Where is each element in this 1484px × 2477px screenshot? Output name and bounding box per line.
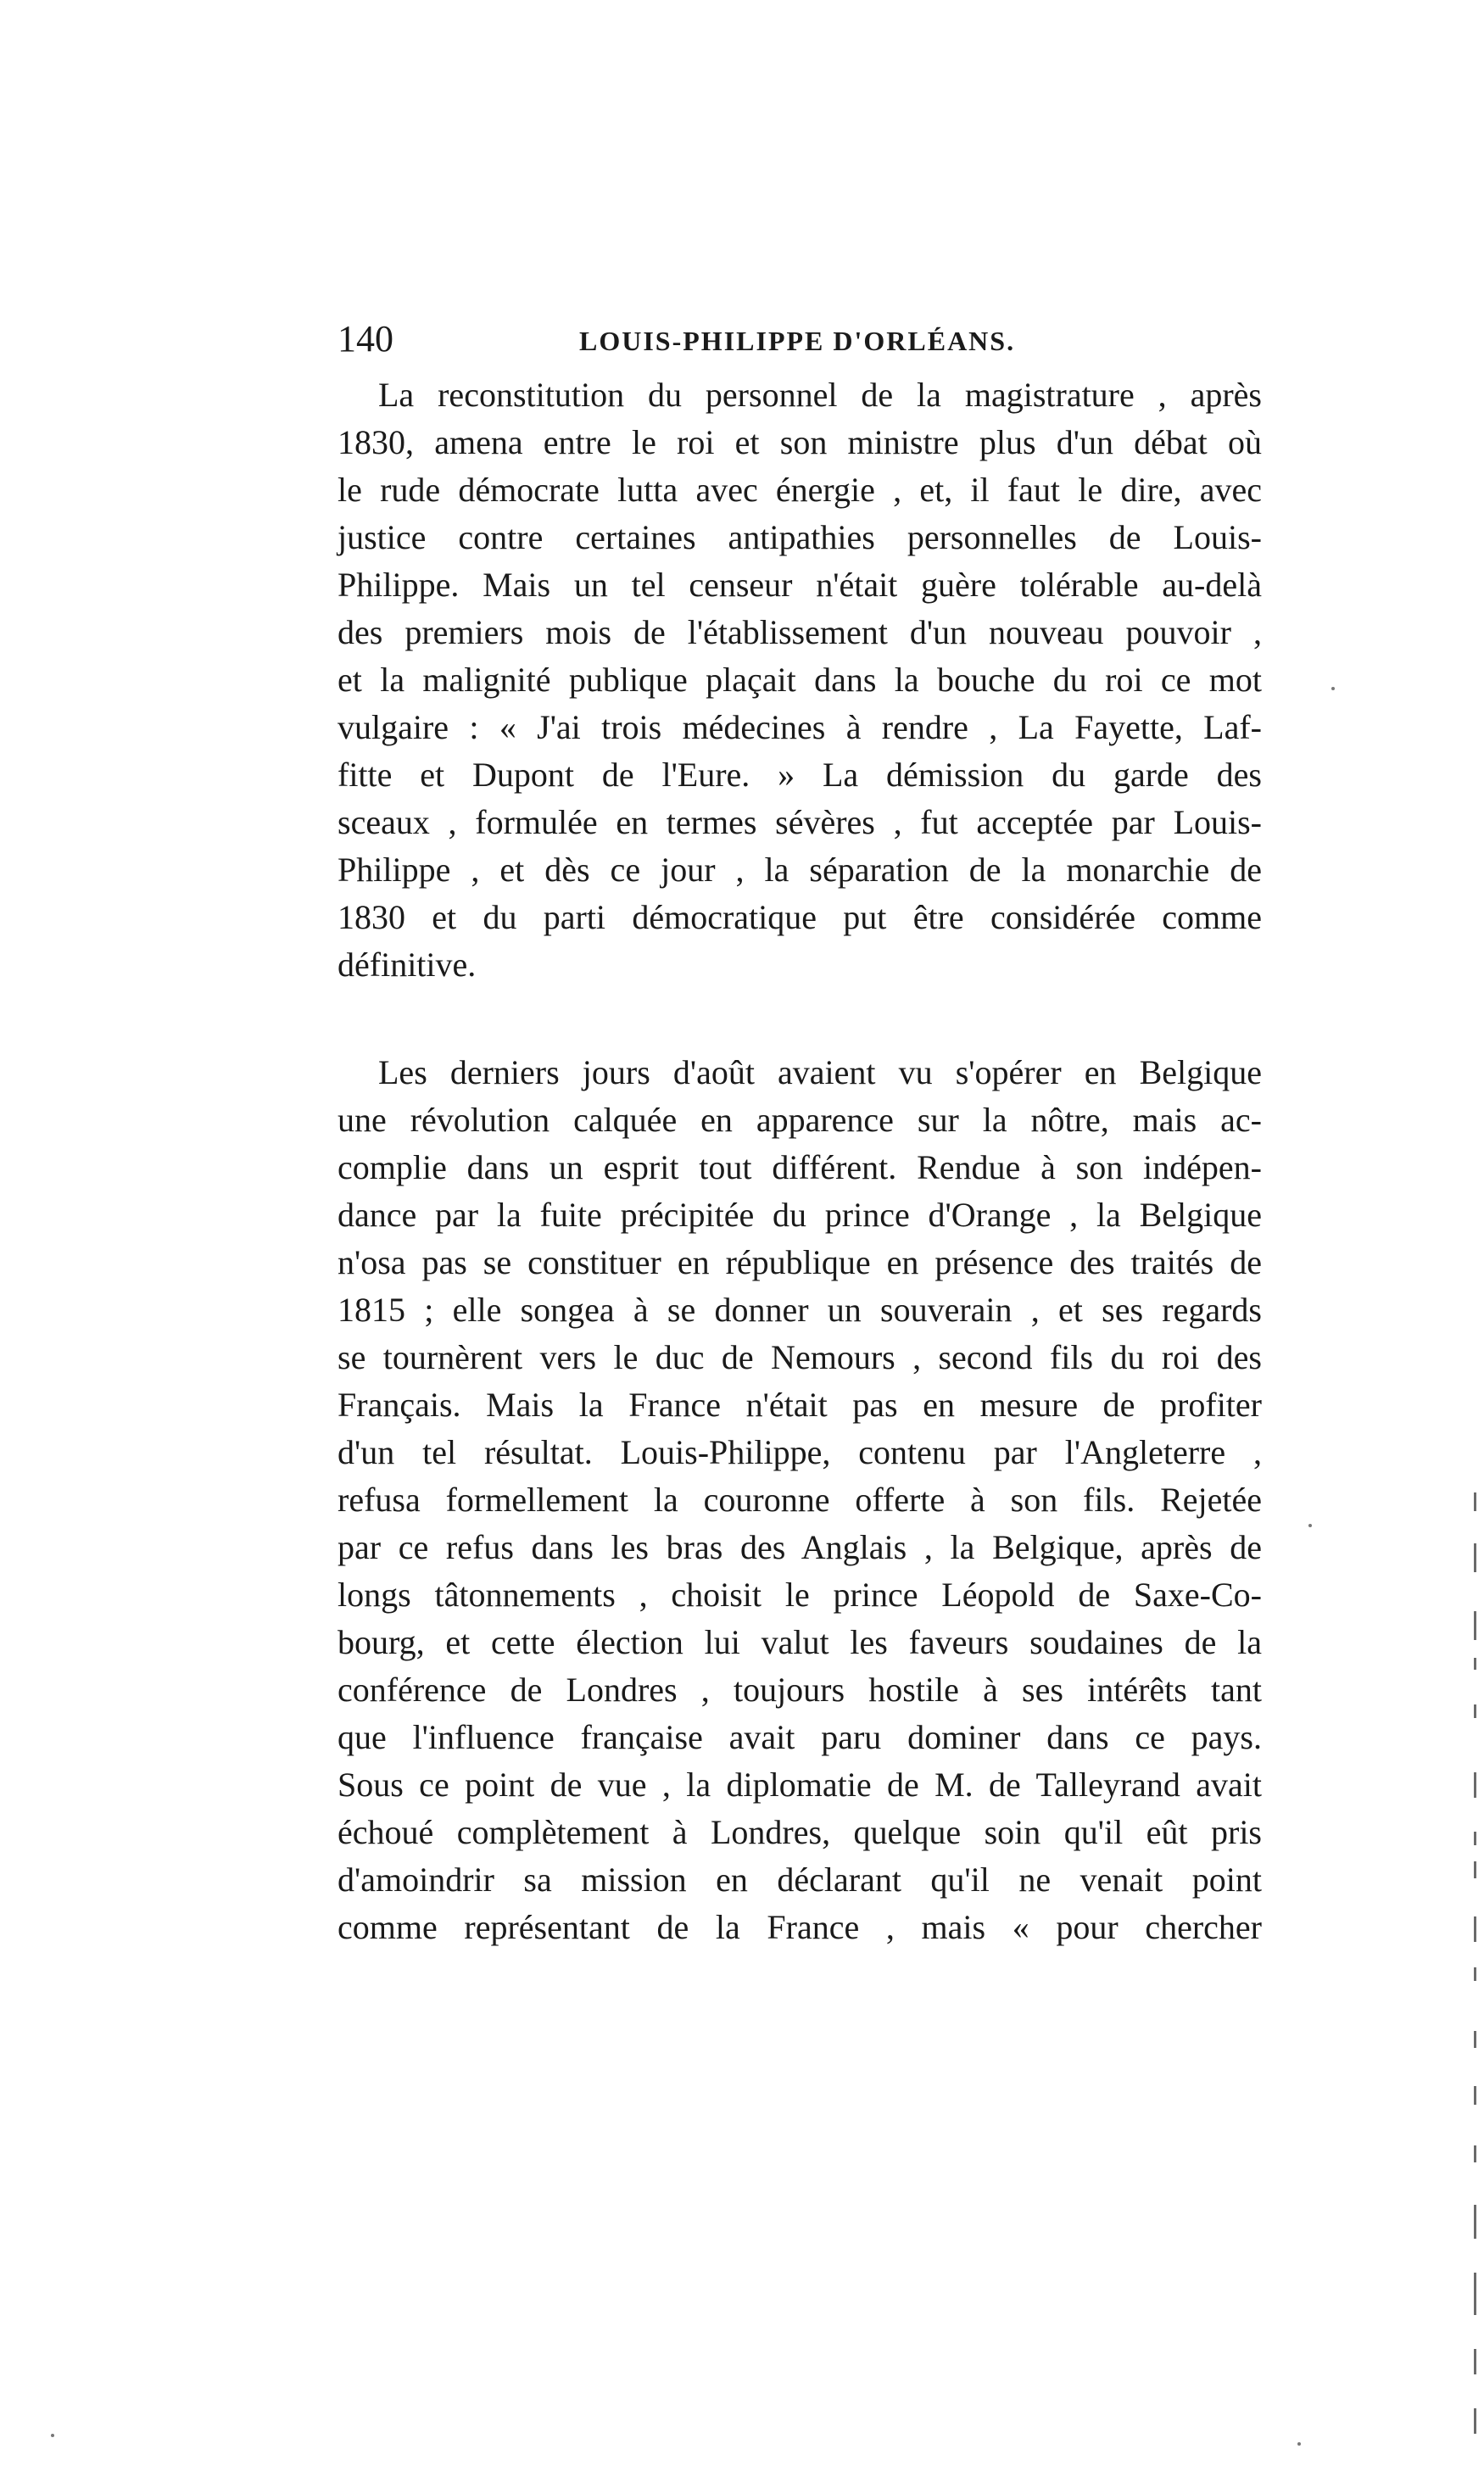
page-number: 140 [338,318,393,360]
scan-speck [1308,1524,1312,1527]
text-line: Philippe. Mais un tel censeur n'était guère tolérable au-delà [338,566,1262,604]
text-line: n'osa pas se constituer en république en présence des traités de [338,1243,1262,1281]
text-line: Français. Mais la France n'était pas en mesure de profiter [338,1386,1262,1424]
scan-margin-mark [1474,2273,1476,2315]
text-line: La reconstitution du personnel de la magistrature , après [378,376,1262,414]
text-line: se tournèrent vers le duc de Nemours , second fils du roi des [338,1338,1262,1376]
text-line: longs tâtonnements , choisit le prince Léopold de Saxe-Co- [338,1576,1262,1614]
text-line: fitte et Dupont de l'Eure. » La démission du garde des [338,756,1262,794]
text-line: Les derniers jours d'août avaient vu s'opérer en Belgique [378,1053,1262,1091]
text-line: le rude démocrate lutta avec énergie , et, il faut le dire, avec [338,471,1262,509]
text-line: d'un tel résultat. Louis-Philippe, contenu par l'Angleterre , [338,1433,1262,1471]
scan-margin-mark [1474,2349,1476,2374]
text-line: comme représentant de la France , mais « pour chercher [338,1908,1262,1946]
scan-margin-mark [1474,2086,1476,2105]
scan-margin-mark [1474,1772,1476,1798]
paragraph-belgique [338,1049,1262,1951]
text-line: d'amoindrir sa mission en déclarant qu'il ne venait point [338,1861,1262,1899]
text-line: échoué complètement à Londres, quelque soin qu'il eût pris [338,1813,1262,1851]
scan-margin-mark [1474,1704,1476,1718]
text-line: vulgaire : « J'ai trois médecines à rendre , La Fayette, Laf- [338,708,1262,746]
text-line: Philippe , et dès ce jour , la séparation de la monarchie de [338,851,1262,889]
scan-margin-mark [1474,2408,1476,2434]
scan-margin-mark [1474,1861,1476,1878]
scan-speck [1297,2442,1301,2446]
running-head [338,314,1262,365]
scan-margin-mark [1474,2205,1476,2239]
text-line: complie dans un esprit tout différent. Rendue à son indépen- [338,1148,1262,1186]
scan-margin-mark [1474,1543,1476,1572]
text-line: Sous ce point de vue , la diplomatie de M. de Talleyrand avait [338,1766,1262,1804]
text-line: justice contre certaines antipathies personnelles de Louis- [338,518,1262,556]
text-line: par ce refus dans les bras des Anglais , la Belgique, après de [338,1528,1262,1566]
scan-margin-mark [1474,1658,1476,1670]
scan-margin-mark [1474,2031,1476,2048]
text-line: 1830 et du parti démocratique put être considérée comme [338,898,1262,936]
scan-margin-mark [1474,1967,1476,1981]
text-line: des premiers mois de l'établissement d'un nouveau pouvoir , [338,613,1262,651]
scan-speck [1331,687,1335,690]
text-line: 1830, amena entre le roi et son ministre plus d'un débat où [338,423,1262,461]
text-line: refusa formellement la couronne offerte à son fils. Rejetée [338,1481,1262,1519]
scan-speck [51,2434,54,2437]
text-line: 1815 ; elle songea à se donner un souverain , et ses regards [338,1291,1262,1329]
text-line: définitive. [338,946,477,984]
text-line: bourg, et cette élection lui valut les faveurs soudaines de la [338,1623,1262,1661]
paragraph-magistrature [338,371,1262,989]
scan-margin-mark [1474,1611,1476,1640]
text-line: conférence de Londres , toujours hostile à ses intérêts tant [338,1671,1262,1709]
running-title: LOUIS-PHILIPPE D'ORLÉANS. [579,326,1016,356]
scan-margin-mark [1474,1916,1476,1942]
text-line: dance par la fuite précipitée du prince d'Orange , la Belgique [338,1196,1262,1234]
text-line: que l'influence française avait paru dominer dans ce pays. [338,1718,1262,1756]
text-line: sceaux , formulée en termes sévères , fut acceptée par Louis- [338,803,1262,841]
text-line: une révolution calquée en apparence sur la nôtre, mais ac- [338,1101,1262,1139]
text-line: et la malignité publique plaçait dans la bouche du roi ce mot [338,661,1262,699]
scan-margin-mark [1474,2145,1476,2162]
scan-margin-mark [1474,1832,1476,1845]
scan-margin-mark [1474,1492,1476,1511]
